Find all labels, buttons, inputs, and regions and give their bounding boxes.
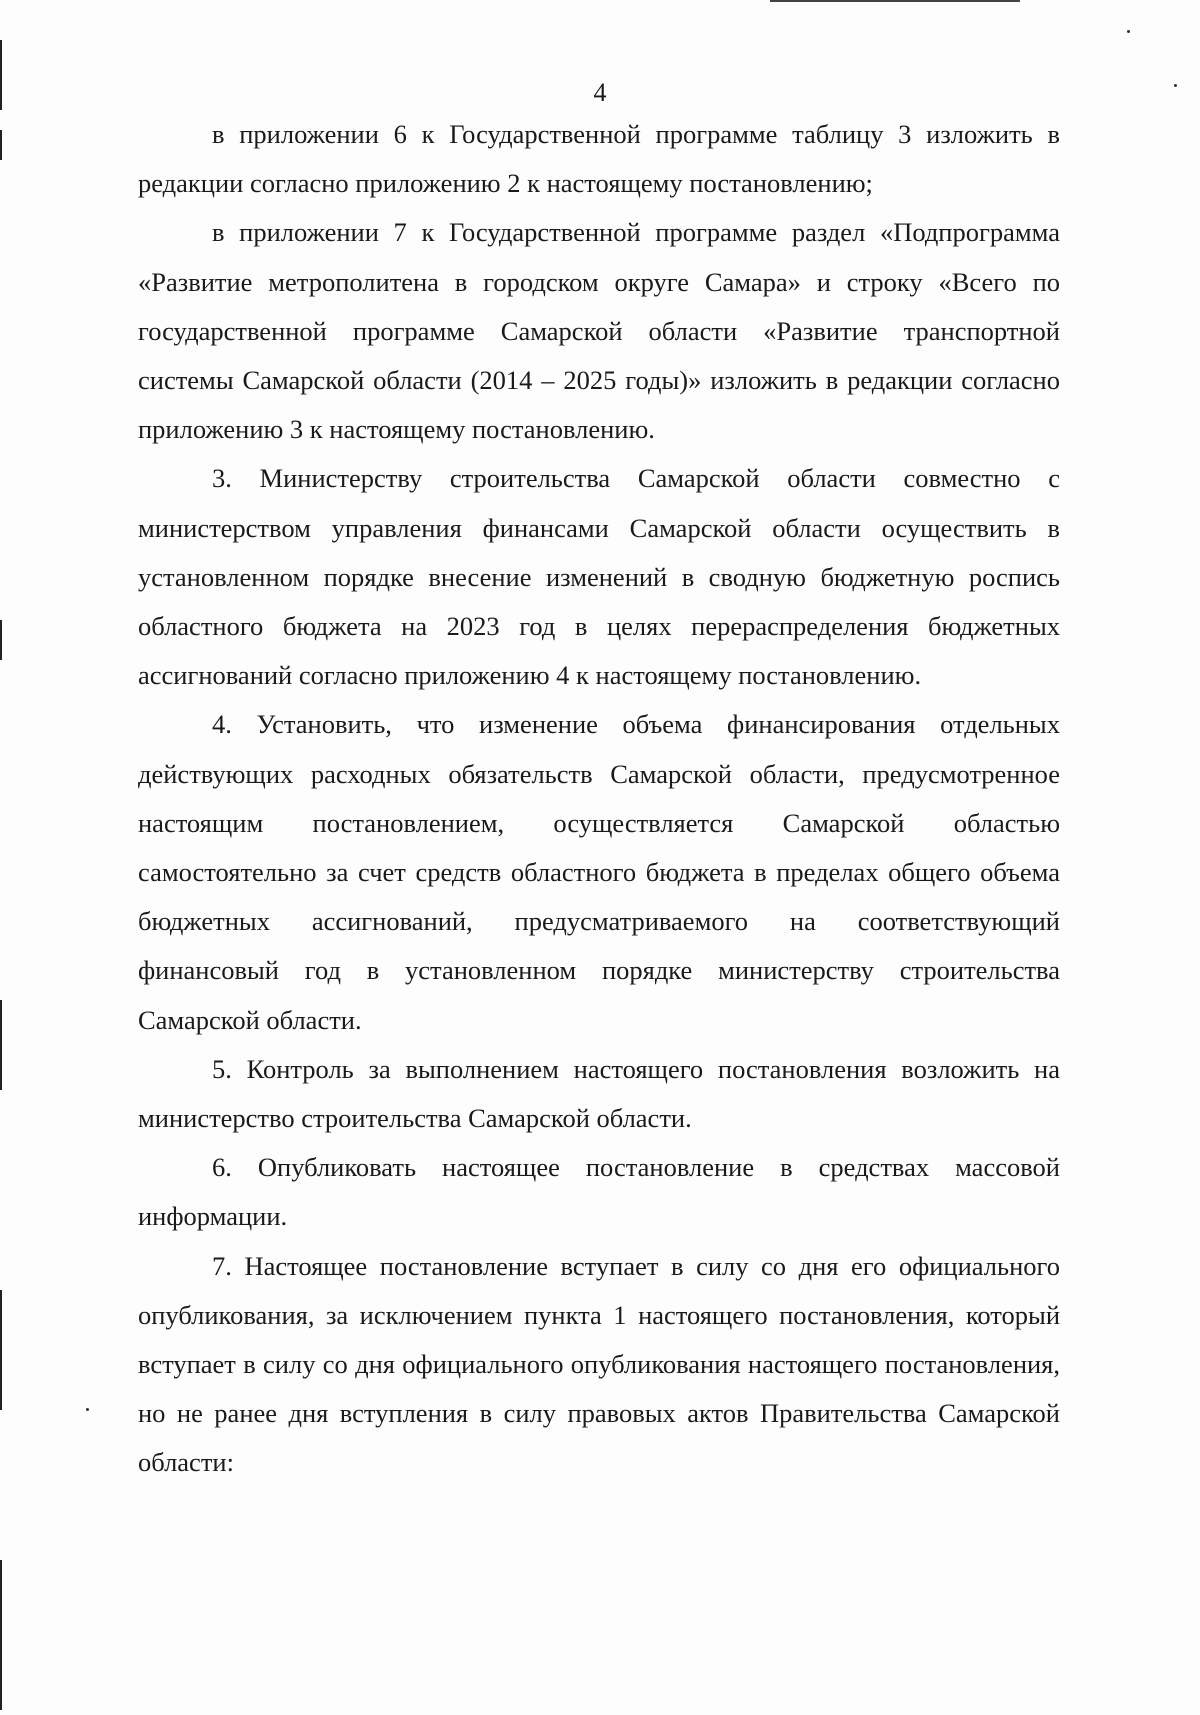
scan-edge-mark — [0, 1560, 2, 1710]
scan-top-mark — [770, 0, 1020, 2]
paragraph-appendix-7: в приложении 7 к Государственной программе раздел «Подпрограмма «Развитие метрополитена в городском округе Самара» и строку «Всего по государственной программе Самарской области «Развитие транспортной системы Самарской области (2014 – 2025 годы)» изложить в редакции согласно приложению 3 к настоящему постановлению. — [138, 217, 1060, 445]
paragraph-item-6: 6. Опубликовать настоящее постановление в средствах массовой информации. — [138, 1152, 1060, 1232]
scan-edge-mark — [0, 1000, 2, 1090]
scan-speck — [1127, 30, 1130, 33]
paragraph-appendix-6: в приложении 6 к Государственной программе таблицу 3 изложить в редакции согласно приложению 2 к настоящему постановлению; — [138, 119, 1060, 199]
paragraph-item-4: 4. Установить, что изменение объема финансирования отдельных действующих расходных обязательств Самарской области, предусмотренное настоящим постановлением, осуществляется Самарской областью самостоятельно за счет средств областного бюджета в пределах общего объема бюджетных ассигнований, предусматриваемого на соответствующий финансовый год в установленном порядке министерству строительства Самарской области. — [138, 709, 1060, 1035]
paragraph-item-5: 5. Контроль за выполнением настоящего постановления возложить на министерство строительства Самарской области. — [138, 1053, 1060, 1134]
page-number: 4 — [593, 78, 607, 107]
scan-speck — [86, 1408, 89, 1411]
scan-edge-mark — [0, 620, 2, 660]
document-body — [138, 110, 1060, 1488]
paragraph-item-7: 7. Настоящее постановление вступает в силу со дня его официального опубликования, за исключением пункта 1 настоящего постановления, который вступает в силу со дня официального опубликования настоящего постановления, но не ранее дня вступления в силу правовых актов Правительства Самарской области: — [138, 1250, 1060, 1478]
scan-edge-mark — [0, 1290, 2, 1410]
scan-edge-mark — [0, 130, 2, 160]
paragraph-item-3: 3. Министерству строительства Самарской области совместно с министерством управления финансами Самарской области осуществить в установленном порядке внесение изменений в сводную бюджетную роспись областного бюджета на 2023 год в целях перераспределения бюджетных ассигнований согласно приложению 4 к настоящему постановлению. — [138, 463, 1060, 691]
